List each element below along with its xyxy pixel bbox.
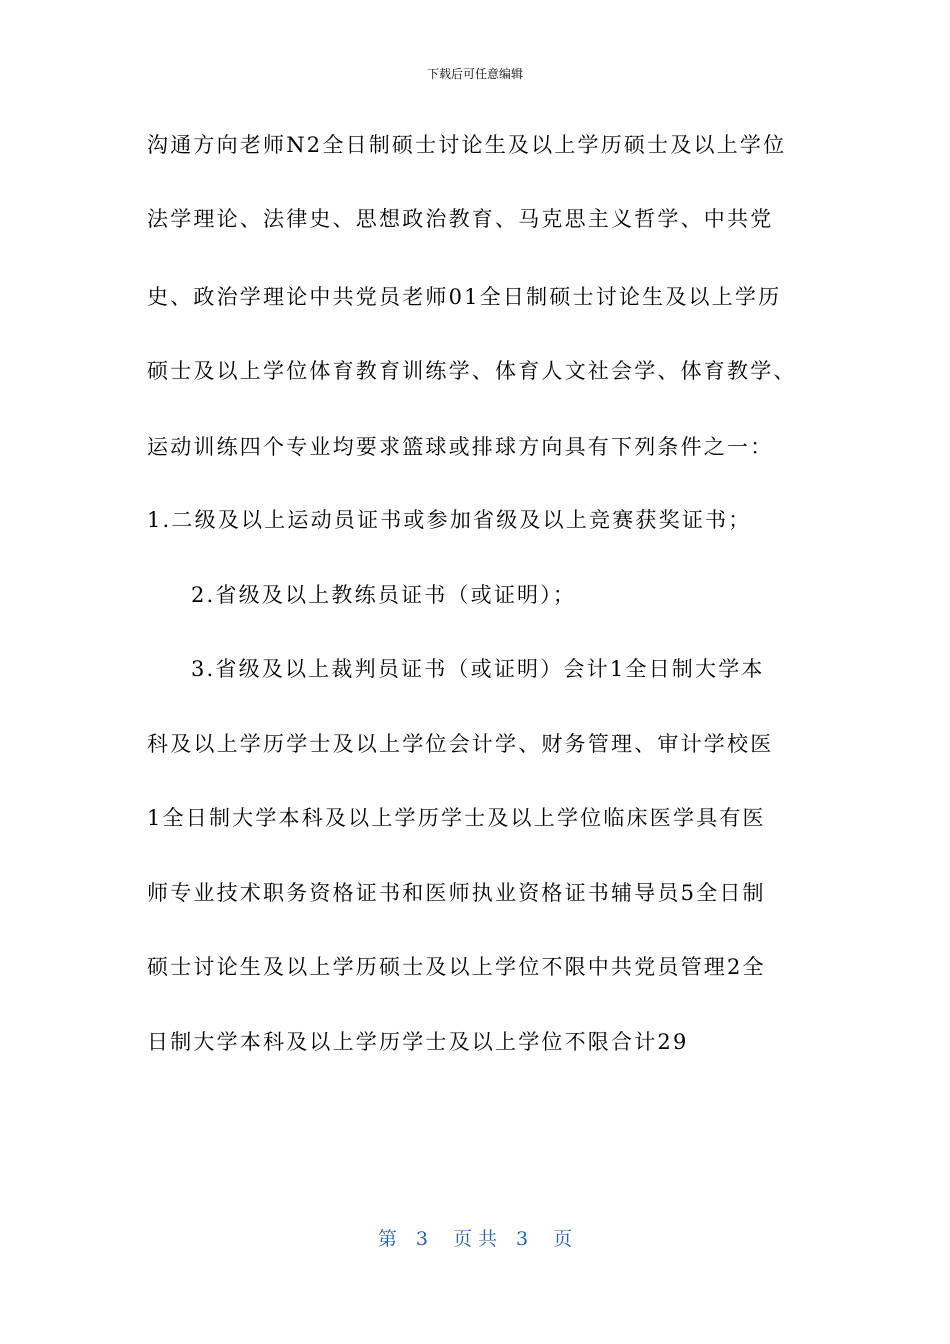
page-number-footer: 第 3 页 共 3 页	[377, 1228, 573, 1250]
page-header: 下载后可任意编辑	[426, 67, 523, 81]
body-line: 法学理论、法律史、思想政治教育、马克思主义哲学、中共党	[147, 207, 774, 231]
body-line: 科及以上学历学士及以上学位会计学、财务管理、审计学校医	[147, 732, 774, 756]
body-line: 1.二级及以上运动员证书或参加省级及以上竞赛获奖证书；	[147, 508, 752, 532]
body-line: 史、政治学理论中共党员老师01全日制硕士讨论生及以上学历	[147, 285, 782, 309]
body-line: 2.省级及以上教练员证书（或证明）；	[191, 583, 577, 607]
body-line: 3.省级及以上裁判员证书（或证明）会计1全日制大学本	[191, 657, 765, 681]
body-line: 硕士讨论生及以上学历硕士及以上学位不限中共党员管理2全	[147, 955, 766, 979]
body-line: 硕士及以上学位体育教育训练学、体育人文社会学、体育教学、	[147, 359, 797, 383]
body-line: 1全日制大学本科及以上学历学士及以上学位临床医学具有医	[147, 806, 766, 830]
body-line: 日制大学本科及以上学历学士及以上学位不限合计29	[147, 1030, 689, 1054]
body-line: 运动训练四个专业均要求篮球或排球方向具有下列条件之一：	[147, 435, 774, 459]
body-line: 师专业技术职务资格证书和医师执业资格证书辅导员5全日制	[147, 881, 766, 905]
body-line: 沟通方向老师N2全日制硕士讨论生及以上学历硕士及以上学位	[147, 133, 787, 157]
